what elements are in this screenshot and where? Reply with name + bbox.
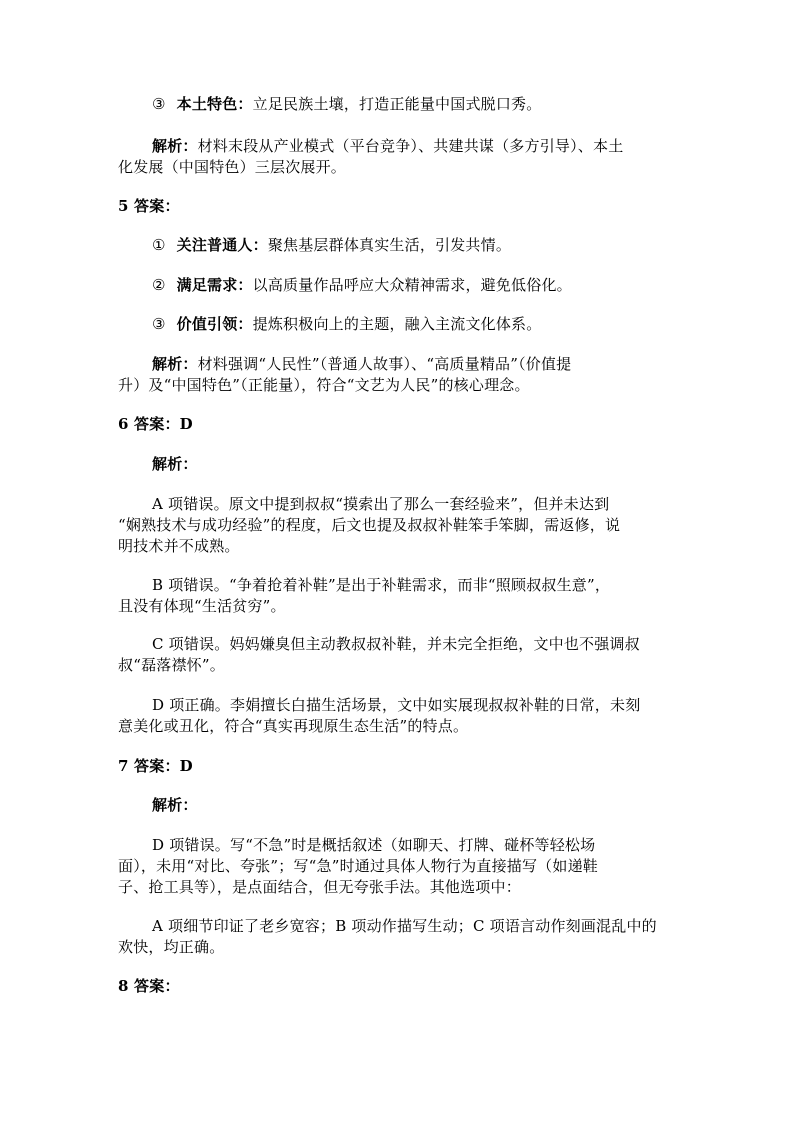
item-text: 聚焦基层群体真实生活，引发共情。 — [267, 236, 512, 254]
option-b-explanation — [118, 575, 678, 617]
analysis-label: 解析： — [152, 137, 198, 155]
item-marker: ③ — [152, 315, 166, 333]
option-d-explanation — [118, 835, 678, 898]
paragraph-line: 欢快，均正确。 — [118, 938, 225, 956]
option-d-explanation — [118, 695, 678, 737]
paragraph-line: 明技术并不成熟。 — [118, 537, 240, 555]
answer-heading-6: 6 答案：D — [118, 415, 193, 433]
analysis-paragraph — [118, 136, 678, 178]
paragraph-line: D 项错误。写“不急”时是概括叙述（如聊天、打牌、碰杯等轻松场 — [152, 836, 596, 854]
answer-heading-5: 5 答案： — [118, 197, 180, 215]
option-c-explanation — [118, 634, 678, 676]
analysis-paragraph — [118, 354, 678, 396]
paragraph-line: C 项错误。妈妈嫌臭但主动教叔叔补鞋，并未完全拒绝，文中也不强调叔 — [152, 635, 640, 653]
paragraph-line: B 项错误。“争着抢着补鞋”是出于补鞋需求，而非“照顾叔叔生意”， — [152, 576, 611, 594]
analysis-label: 解析： — [152, 796, 198, 814]
other-options-explanation — [118, 916, 678, 958]
analysis-line: 升）及“中国特色”（正能量），符合“文艺为人民”的核心理念。 — [118, 376, 530, 394]
item-text: 立足民族土壤，打造正能量中国式脱口秀。 — [252, 95, 542, 113]
answer-heading-8: 8 答案： — [118, 977, 180, 995]
paragraph-line: A 项细节印证了老乡宽容；B 项动作描写生动；C 项语言动作刻画混乱中的 — [152, 917, 657, 935]
item-marker: ② — [152, 276, 166, 294]
point-focus-ordinary — [118, 235, 712, 256]
paragraph-line: 叔“磊落襟怀”。 — [118, 656, 225, 674]
paragraph-line: A 项错误。原文中提到叔叔“摸索出了那么一套经验来”，但并未达到 — [152, 495, 610, 513]
analysis-line: 材料强调“人民性”（普通人故事）、“高质量精品”（价值提 — [197, 355, 572, 373]
item-marker: ③ — [152, 95, 166, 113]
paragraph-line: “娴熟技术与成功经验”的程度，后文也提及叔叔补鞋笨手笨脚，需返修，说 — [118, 516, 621, 534]
point-value-guidance — [118, 314, 712, 335]
paragraph-line: 且没有体现“生活贫穷”。 — [118, 597, 286, 615]
paragraph-line: 子、抢工具等），是点面结合，但无夸张手法。其他选项中： — [118, 878, 521, 896]
point-local-characteristics — [118, 94, 712, 115]
item-term: 满足需求： — [176, 276, 253, 294]
point-meet-needs — [118, 275, 712, 296]
item-marker: ① — [152, 236, 166, 254]
paragraph-line: D 项正确。李娟擅长白描生活场景，文中如实展现叔叔补鞋的日常，未刻 — [152, 696, 641, 714]
analysis-label: 解析： — [152, 455, 198, 473]
paragraph-line: 意美化或丑化，符合“真实再现原生态生活”的特点。 — [118, 717, 469, 735]
option-a-explanation — [118, 494, 678, 557]
analysis-line: 材料末段从产业模式（平台竞争）、共建共谋（多方引导）、本土 — [197, 137, 624, 155]
item-text: 提炼积极向上的主题，融入主流文化体系。 — [252, 315, 542, 333]
answer-heading-7: 7 答案：D — [118, 757, 193, 775]
paragraph-line: 面），未用“对比、夸张”；写“急”时通过具体人物行为直接描写（如递鞋 — [118, 857, 598, 875]
item-term: 本土特色： — [176, 95, 253, 113]
item-term: 价值引领： — [176, 315, 253, 333]
item-term: 关注普通人： — [176, 236, 268, 254]
item-text: 以高质量作品呼应大众精神需求，避免低俗化。 — [252, 276, 572, 294]
analysis-line: 化发展（中国特色）三层次展开。 — [118, 158, 347, 176]
analysis-label: 解析： — [152, 355, 198, 373]
